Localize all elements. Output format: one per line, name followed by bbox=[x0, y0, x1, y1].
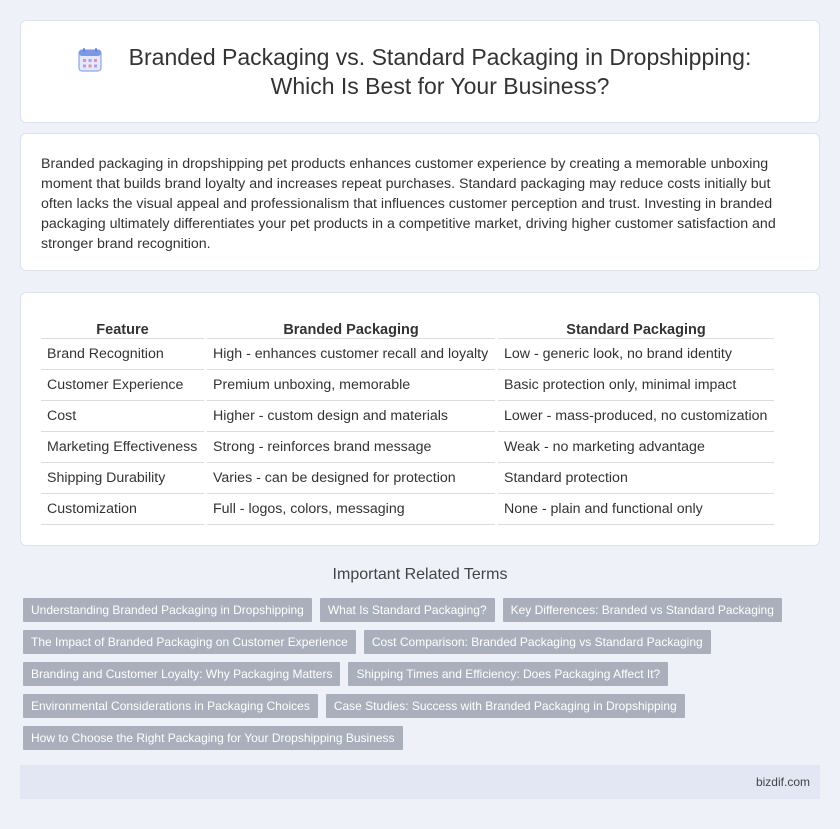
table-row bbox=[41, 463, 774, 494]
cell-standard: Low - generic look, no brand identity bbox=[498, 339, 774, 370]
related-terms-heading: Important Related Terms bbox=[332, 566, 508, 583]
table-row bbox=[41, 339, 774, 370]
cell-feature: Shipping Durability bbox=[41, 463, 204, 494]
cell-branded: Varies - can be designed for protection bbox=[207, 463, 495, 494]
table-row bbox=[41, 432, 774, 463]
table-row bbox=[41, 370, 774, 401]
cell-standard: Lower - mass-produced, no customization bbox=[498, 401, 774, 432]
related-term-link[interactable]: Case Studies: Success with Branded Packaging in Dropshipping bbox=[326, 694, 685, 718]
footer bbox=[20, 765, 820, 799]
footer-site-link[interactable]: bizdif.com bbox=[755, 775, 810, 789]
related-term-link[interactable]: The Impact of Branded Packaging on Customer Experience bbox=[23, 630, 356, 654]
related-term-link[interactable]: How to Choose the Right Packaging for Your Dropshipping Business bbox=[23, 726, 403, 750]
table-header-row bbox=[41, 317, 774, 339]
cell-branded: Full - logos, colors, messaging bbox=[207, 494, 495, 525]
cell-branded: Strong - reinforces brand message bbox=[207, 432, 495, 463]
related-terms-list bbox=[23, 598, 813, 758]
intro-card bbox=[20, 133, 820, 271]
related-term-link[interactable]: What Is Standard Packaging? bbox=[320, 598, 495, 622]
related-term-link[interactable]: Branding and Customer Loyalty: Why Packaging Matters bbox=[23, 662, 340, 686]
comparison-table-card bbox=[20, 292, 820, 546]
cell-standard: Basic protection only, minimal impact bbox=[498, 370, 774, 401]
header-feature: Feature bbox=[41, 317, 204, 339]
cell-standard: Standard protection bbox=[498, 463, 774, 494]
related-term-link[interactable]: Key Differences: Branded vs Standard Packaging bbox=[503, 598, 782, 622]
related-term-link[interactable]: Understanding Branded Packaging in Dropshipping bbox=[23, 598, 312, 622]
cell-feature: Cost bbox=[41, 401, 204, 432]
intro-paragraph: Branded packaging in dropshipping pet products enhances customer experience by creating a memorable unboxing moment that builds brand loyalty and increases repeat purchases. Standard packaging may reduce costs initially but often lacks the visual appeal and professionalism that influences customer perception and trust. Investing in branded packaging ultimately differentiates your pet products in a competitive market, driving higher customer satisfaction and stronger brand recognition. bbox=[41, 156, 776, 252]
related-term-link[interactable]: Environmental Considerations in Packaging Choices bbox=[23, 694, 318, 718]
related-term-link[interactable]: Cost Comparison: Branded Packaging vs Standard Packaging bbox=[364, 630, 711, 654]
header-standard: Standard Packaging bbox=[498, 317, 774, 339]
cell-standard: None - plain and functional only bbox=[498, 494, 774, 525]
related-term-link[interactable]: Shipping Times and Efficiency: Does Packaging Affect It? bbox=[348, 662, 668, 686]
title-card bbox=[20, 20, 820, 123]
table-row bbox=[41, 401, 774, 432]
cell-feature: Customer Experience bbox=[41, 370, 204, 401]
cell-feature: Marketing Effectiveness bbox=[41, 432, 204, 463]
cell-standard: Weak - no marketing advantage bbox=[498, 432, 774, 463]
cell-branded: Premium unboxing, memorable bbox=[207, 370, 495, 401]
cell-feature: Customization bbox=[41, 494, 204, 525]
comparison-table bbox=[41, 317, 774, 525]
cell-branded: Higher - custom design and materials bbox=[207, 401, 495, 432]
page-title: Branded Packaging vs. Standard Packaging in Dropshipping: Which Is Best for Your Business? bbox=[128, 43, 752, 99]
cell-feature: Brand Recognition bbox=[41, 339, 204, 370]
table-row bbox=[41, 494, 774, 525]
header-branded: Branded Packaging bbox=[207, 317, 495, 339]
cell-branded: High - enhances customer recall and loyalty bbox=[207, 339, 495, 370]
